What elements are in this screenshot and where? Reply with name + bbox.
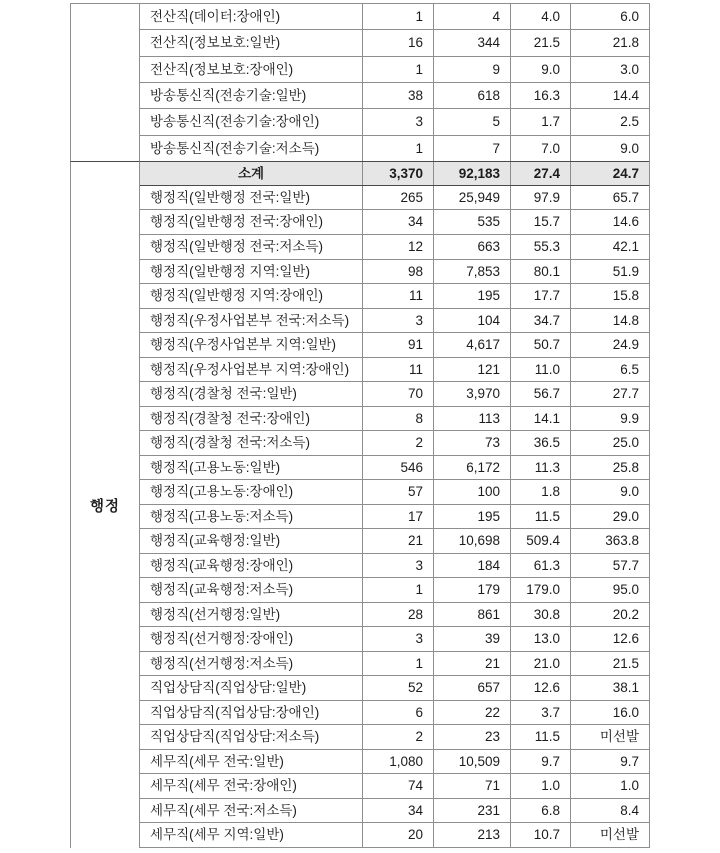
table-row xyxy=(140,235,649,260)
row-label: 전산직(정보보호:일반) xyxy=(150,35,281,51)
row-value-3: 80.1 xyxy=(510,260,570,284)
row-value-3: 1.0 xyxy=(510,774,570,798)
table-row xyxy=(140,799,649,824)
row-value-1: 12 xyxy=(362,235,433,259)
row-value-2: 104 xyxy=(433,309,510,333)
row-value-3: 56.7 xyxy=(510,382,570,406)
row-value-4: 57.7 xyxy=(570,554,649,578)
row-label: 행정직(일반행정 지역:장애인) xyxy=(150,288,323,304)
row-value-4: 38.1 xyxy=(570,676,649,700)
row-value-1: 34 xyxy=(362,210,433,234)
row-value-3: 11.0 xyxy=(510,358,570,382)
table-row xyxy=(140,358,649,383)
row-value-2: 7 xyxy=(433,136,510,161)
table-row xyxy=(140,83,649,109)
row-value-4: 6.5 xyxy=(570,358,649,382)
row-value-3: 14.1 xyxy=(510,407,570,431)
row-value-4: 9.7 xyxy=(570,750,649,774)
row-value-4: 51.9 xyxy=(570,260,649,284)
table-row xyxy=(140,529,649,554)
row-value-4: 27.7 xyxy=(570,382,649,406)
row-value-2: 21 xyxy=(433,652,510,676)
row-value-3: 13.0 xyxy=(510,627,570,651)
group-label: 행정 xyxy=(89,498,120,515)
table-row xyxy=(140,162,649,186)
row-value-3: 6.8 xyxy=(510,799,570,823)
row-value-3: 4.0 xyxy=(510,4,570,29)
row-label: 직업상담직(직업상담:저소득) xyxy=(150,729,320,745)
row-label: 직업상담직(직업상담:일반) xyxy=(150,680,307,696)
row-value-2: 10,698 xyxy=(433,529,510,553)
row-value-2: 100 xyxy=(433,480,510,504)
row-label: 방송통신직(전송기술:일반) xyxy=(150,87,307,103)
row-value-1: 1,080 xyxy=(362,750,433,774)
row-label: 행정직(교육행정:일반) xyxy=(150,533,281,549)
row-label: 행정직(교육행정:장애인) xyxy=(150,557,294,573)
row-value-1: 2 xyxy=(362,431,433,455)
row-label: 행정직(고용노동:일반) xyxy=(150,459,281,475)
row-value-4: 9.0 xyxy=(570,480,649,504)
row-label: 소계 xyxy=(237,165,265,181)
row-value-2: 113 xyxy=(433,407,510,431)
row-value-4: 15.8 xyxy=(570,284,649,308)
row-value-3: 30.8 xyxy=(510,603,570,627)
table-row xyxy=(140,578,649,603)
row-value-4: 3.0 xyxy=(570,57,649,82)
row-value-1: 21 xyxy=(362,529,433,553)
table-row xyxy=(140,260,649,285)
row-value-2: 25,949 xyxy=(433,186,510,210)
table-row xyxy=(140,210,649,235)
table-row xyxy=(140,333,649,358)
row-value-4: 363.8 xyxy=(570,529,649,553)
row-label: 직업상담직(직업상담:장애인) xyxy=(150,704,320,720)
row-value-4: 25.0 xyxy=(570,431,649,455)
row-value-4: 20.2 xyxy=(570,603,649,627)
row-value-2: 3,970 xyxy=(433,382,510,406)
row-value-3: 7.0 xyxy=(510,136,570,161)
row-value-1: 98 xyxy=(362,260,433,284)
table-row xyxy=(140,480,649,505)
row-value-1: 52 xyxy=(362,676,433,700)
row-value-2: 9 xyxy=(433,57,510,82)
row-label: 행정직(우정사업본부 지역:일반) xyxy=(150,337,337,353)
row-label: 방송통신직(전송기술:저소득) xyxy=(150,140,320,156)
row-value-2: 71 xyxy=(433,774,510,798)
table-row xyxy=(140,4,649,30)
row-label: 행정직(일반행정 전국:장애인) xyxy=(150,214,323,230)
row-value-2: 39 xyxy=(433,627,510,651)
row-value-3: 15.7 xyxy=(510,210,570,234)
row-label: 세무직(세무 전국:장애인) xyxy=(150,778,297,794)
row-value-1: 3,370 xyxy=(362,162,433,185)
row-value-2: 4 xyxy=(433,4,510,29)
row-value-1: 265 xyxy=(362,186,433,210)
row-label: 행정직(경찰청 전국:저소득) xyxy=(150,435,310,451)
row-value-3: 97.9 xyxy=(510,186,570,210)
table-row xyxy=(140,382,649,407)
row-value-1: 91 xyxy=(362,333,433,357)
row-label: 세무직(세무 지역:일반) xyxy=(150,827,284,843)
row-value-3: 9.7 xyxy=(510,750,570,774)
table-row xyxy=(140,652,649,677)
row-value-3: 16.3 xyxy=(510,83,570,108)
row-value-4: 6.0 xyxy=(570,4,649,29)
row-value-2: 618 xyxy=(433,83,510,108)
row-label: 행정직(선거행정:일반) xyxy=(150,606,281,622)
row-value-1: 70 xyxy=(362,382,433,406)
row-value-4: 14.8 xyxy=(570,309,649,333)
row-label: 행정직(우정사업본부 지역:장애인) xyxy=(150,361,350,377)
table-row xyxy=(140,701,649,726)
row-value-4: 8.4 xyxy=(570,799,649,823)
row-value-2: 73 xyxy=(433,431,510,455)
row-value-3: 9.0 xyxy=(510,57,570,82)
row-label: 행정직(일반행정 전국:저소득) xyxy=(150,239,323,254)
row-value-1: 546 xyxy=(362,456,433,480)
row-value-4: 95.0 xyxy=(570,578,649,602)
row-label: 행정직(교육행정:저소득) xyxy=(150,582,294,598)
row-value-1: 28 xyxy=(362,603,433,627)
row-value-1: 8 xyxy=(362,407,433,431)
table-row xyxy=(140,750,649,775)
statistics-table xyxy=(70,3,650,848)
row-value-1: 6 xyxy=(362,701,433,725)
row-value-4: 24.7 xyxy=(570,162,649,185)
table-body xyxy=(140,3,650,848)
row-value-2: 23 xyxy=(433,725,510,749)
table-row xyxy=(140,823,649,848)
row-value-1: 11 xyxy=(362,284,433,308)
row-value-2: 5 xyxy=(433,109,510,134)
row-label: 방송통신직(전송기술:장애인) xyxy=(150,114,320,130)
row-value-2: 195 xyxy=(433,505,510,529)
row-label: 세무직(세무 전국:일반) xyxy=(150,753,284,769)
row-value-4: 미선발 xyxy=(570,725,649,749)
row-value-2: 6,172 xyxy=(433,456,510,480)
table-row xyxy=(140,456,649,481)
row-value-4: 21.5 xyxy=(570,652,649,676)
row-label: 행정직(일반행정 지역:일반) xyxy=(150,263,310,279)
table-row xyxy=(140,407,649,432)
row-value-2: 861 xyxy=(433,603,510,627)
row-value-1: 2 xyxy=(362,725,433,749)
row-value-4: 42.1 xyxy=(570,235,649,259)
table-row xyxy=(140,30,649,56)
row-value-1: 3 xyxy=(362,109,433,134)
row-value-3: 10.7 xyxy=(510,823,570,847)
row-value-4: 24.9 xyxy=(570,333,649,357)
row-label: 행정직(선거행정:저소득) xyxy=(150,655,294,671)
row-value-3: 1.7 xyxy=(510,109,570,134)
row-value-1: 3 xyxy=(362,309,433,333)
row-value-1: 16 xyxy=(362,30,433,55)
row-label: 세무직(세무 전국:저소득) xyxy=(150,802,297,818)
table-row xyxy=(140,136,649,162)
row-value-1: 20 xyxy=(362,823,433,847)
row-value-2: 92,183 xyxy=(433,162,510,185)
row-value-2: 344 xyxy=(433,30,510,55)
row-value-2: 121 xyxy=(433,358,510,382)
row-value-3: 11.3 xyxy=(510,456,570,480)
row-value-1: 17 xyxy=(362,505,433,529)
row-value-2: 7,853 xyxy=(433,260,510,284)
row-value-4: 25.8 xyxy=(570,456,649,480)
row-label: 행정직(고용노동:저소득) xyxy=(150,508,294,524)
row-value-4: 12.6 xyxy=(570,627,649,651)
row-value-1: 3 xyxy=(362,627,433,651)
row-value-4: 9.0 xyxy=(570,136,649,161)
row-value-2: 184 xyxy=(433,554,510,578)
table-row xyxy=(140,554,649,579)
row-value-4: 29.0 xyxy=(570,505,649,529)
group-cell-previous-section xyxy=(70,3,140,161)
row-value-2: 179 xyxy=(433,578,510,602)
row-label: 행정직(경찰청 전국:장애인) xyxy=(150,410,310,426)
row-value-3: 36.5 xyxy=(510,431,570,455)
row-label: 전산직(정보보호:장애인) xyxy=(150,61,294,77)
row-value-1: 1 xyxy=(362,652,433,676)
table-row xyxy=(140,186,649,211)
row-value-3: 50.7 xyxy=(510,333,570,357)
row-value-3: 11.5 xyxy=(510,505,570,529)
row-value-3: 21.5 xyxy=(510,30,570,55)
table-row xyxy=(140,725,649,750)
row-value-4: 1.0 xyxy=(570,774,649,798)
row-label: 행정직(우정사업본부 전국:저소득) xyxy=(150,312,350,328)
row-value-3: 179.0 xyxy=(510,578,570,602)
row-value-3: 509.4 xyxy=(510,529,570,553)
row-value-1: 38 xyxy=(362,83,433,108)
row-value-1: 11 xyxy=(362,358,433,382)
row-value-1: 57 xyxy=(362,480,433,504)
table-row xyxy=(140,627,649,652)
row-value-3: 3.7 xyxy=(510,701,570,725)
row-value-4: 21.8 xyxy=(570,30,649,55)
row-label: 행정직(고용노동:장애인) xyxy=(150,484,294,500)
row-value-2: 195 xyxy=(433,284,510,308)
table-row xyxy=(140,505,649,530)
row-label: 행정직(선거행정:장애인) xyxy=(150,631,294,647)
row-value-2: 213 xyxy=(433,823,510,847)
row-value-4: 14.4 xyxy=(570,83,649,108)
row-label: 행정직(일반행정 전국:일반) xyxy=(150,189,310,205)
table-row xyxy=(140,603,649,628)
row-label: 행정직(경찰청 전국:일반) xyxy=(150,386,297,402)
table-row xyxy=(140,309,649,334)
row-value-3: 21.0 xyxy=(510,652,570,676)
row-value-3: 1.8 xyxy=(510,480,570,504)
row-label: 전산직(데이터:장애인) xyxy=(150,8,281,24)
row-value-2: 10,509 xyxy=(433,750,510,774)
row-value-2: 4,617 xyxy=(433,333,510,357)
row-value-4: 2.5 xyxy=(570,109,649,134)
row-value-1: 1 xyxy=(362,4,433,29)
row-value-1: 1 xyxy=(362,578,433,602)
row-value-2: 231 xyxy=(433,799,510,823)
row-value-1: 1 xyxy=(362,57,433,82)
table-row xyxy=(140,431,649,456)
row-value-4: 65.7 xyxy=(570,186,649,210)
row-value-3: 34.7 xyxy=(510,309,570,333)
row-value-1: 34 xyxy=(362,799,433,823)
table-row xyxy=(140,774,649,799)
table-row xyxy=(140,676,649,701)
table-row xyxy=(140,57,649,83)
table-row xyxy=(140,109,649,135)
row-value-4: 16.0 xyxy=(570,701,649,725)
row-value-3: 12.6 xyxy=(510,676,570,700)
row-value-4: 9.9 xyxy=(570,407,649,431)
row-value-2: 535 xyxy=(433,210,510,234)
row-value-4: 14.6 xyxy=(570,210,649,234)
group-cell-haengjeong xyxy=(70,161,140,848)
row-value-2: 663 xyxy=(433,235,510,259)
row-value-3: 27.4 xyxy=(510,162,570,185)
row-value-4: 미선발 xyxy=(570,823,649,847)
row-value-3: 61.3 xyxy=(510,554,570,578)
row-value-3: 17.7 xyxy=(510,284,570,308)
row-value-1: 74 xyxy=(362,774,433,798)
table-row xyxy=(140,284,649,309)
row-value-1: 1 xyxy=(362,136,433,161)
row-value-3: 55.3 xyxy=(510,235,570,259)
row-value-2: 657 xyxy=(433,676,510,700)
row-value-1: 3 xyxy=(362,554,433,578)
row-value-3: 11.5 xyxy=(510,725,570,749)
row-value-2: 22 xyxy=(433,701,510,725)
